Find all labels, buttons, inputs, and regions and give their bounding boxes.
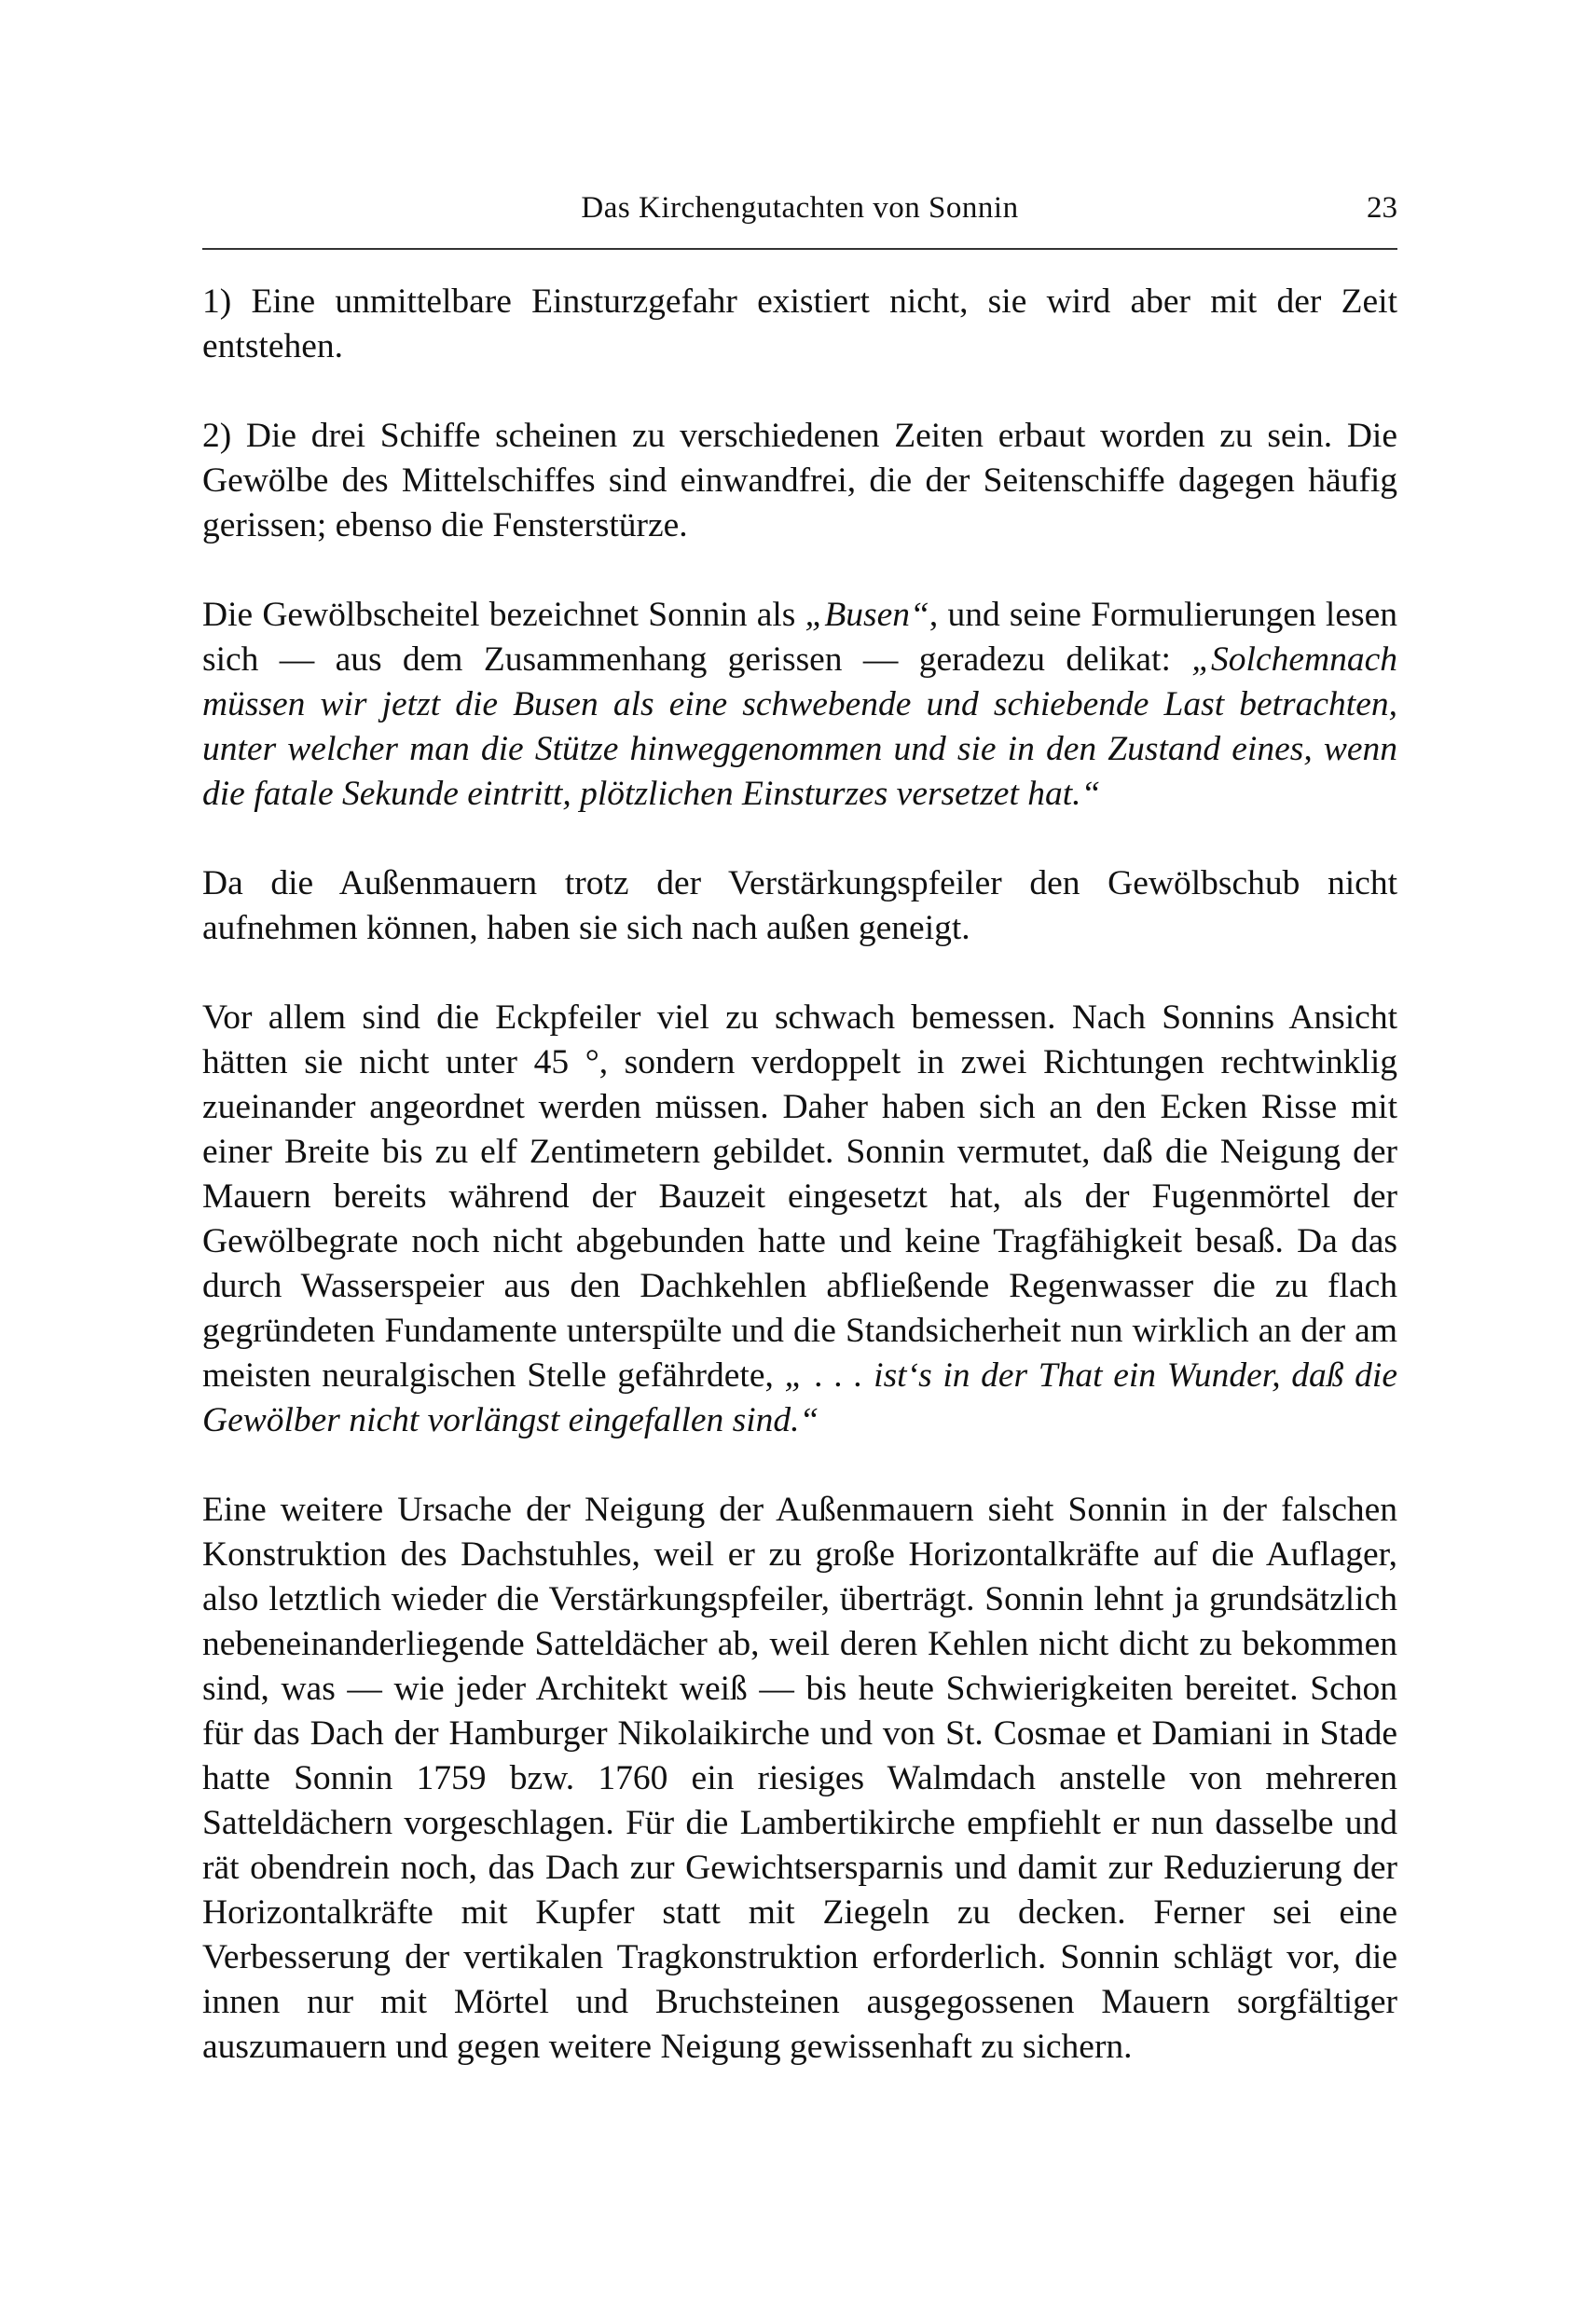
term-busen: „Busen“ [805, 596, 929, 634]
header-rule [202, 248, 1397, 250]
sonnin-quote-1: „Solchemnach müssen wir jetzt die Busen als eine schwebende und schiebende Last betrachten, unter welcher man die Stütze hinweggenommen und sie in den Zustand eines, wenn die fatale Sekunde eintritt, plötzlichen Einsturzes versetzet hat.“ [202, 640, 1397, 813]
paragraph-5-text: Vor allem sind die Eckpfeiler viel zu schwach bemessen. Nach Sonnins Ansicht hätten sie nicht unter 45 °, sondern verdoppelt in zwei Richtungen rechtwinklig zueinander angeordnet werden müssen. Daher haben sich an den Ecken Risse mit einer Breite bis zu elf Zentimetern gebildet. Sonnin vermutet, daß die Neigung der Mauern bereits während der Bauzeit eingesetzt hat, als der Fugenmörtel der Gewölbegrate noch nicht abgebunden hatte und keine Tragfähigkeit besaß. Da das durch Wasserspeier aus den Dachkehlen abfließende Regenwasser die zu flach gegründeten Fundamente unterspülte und die Standsicherheit nun wirklich an der am meisten neuralgischen Stelle gefährdete, [202, 998, 1397, 1395]
paragraph-5 [202, 996, 1397, 1443]
paragraph-3 [202, 593, 1397, 817]
sonnin-quote-2: „ . . . ist‘s in der That ein Wunder, daß die Gewölber nicht vorlängst eingefallen sind.“ [202, 1356, 1397, 1439]
paragraph-3-middle: , und seine Formulierungen lesen sich — aus dem Zusammenhang gerissen — geradezu delikat: [202, 596, 1397, 679]
paragraph-3-intro: Die Gewölbscheitel bezeichnet Sonnin als [202, 596, 805, 634]
page-number: 23 [1367, 191, 1397, 225]
paragraph-4: Da die Außenmauern trotz der Verstärkungspfeiler den Gewölbschub nicht aufnehmen können, haben sie sich nach außen geneigt. [202, 864, 1397, 947]
body-text [202, 280, 1397, 2114]
paragraph-6: Eine weitere Ursache der Neigung der Außenmauern sieht Sonnin in der falschen Konstruktion des Dachstuhles, weil er zu große Horizontalkräfte auf die Auflager, also letztlich wieder die Verstärkungspfeiler, überträgt. Sonnin lehnt ja grundsätzlich nebeneinanderliegende Satteldächer ab, weil deren Kehlen nicht dicht zu bekommen sind, was — wie jeder Architekt weiß — bis heute Schwierigkeiten bereitet. Schon für das Dach der Hamburger Nikolaikirche und von St. Cosmae et Damiani in Stade hatte Sonnin 1759 bzw. 1760 ein riesiges Walmdach anstelle von mehreren Satteldächern vorgeschlagen. Für die Lambertikirche empfiehlt er nun dasselbe und rät obendrein noch, das Dach zur Gewichtsersparnis und damit zur Reduzierung der Horizontalkräfte mit Kupfer statt mit Ziegeln zu decken. Ferner sei eine Verbesserung der vertikalen Tragkonstruktion erforderlich. Sonnin schlägt vor, die innen nur mit Mörtel und Bruchsteinen ausgegossenen Mauern sorgfältiger auszumauern und gegen weitere Neigung gewissenhaft zu sichern. [202, 1491, 1397, 2066]
paragraph-1: 1) Eine unmittelbare Einsturzgefahr existiert nicht, sie wird aber mit der Zeit entstehen. [202, 282, 1397, 365]
running-header [202, 191, 1397, 238]
paragraph-2: 2) Die drei Schiffe scheinen zu verschiedenen Zeiten erbaut worden zu sein. Die Gewölbe des Mittelschiffes sind einwandfrei, die der Seitenschiffe dagegen häufig gerissen; ebenso die Fensterstürze. [202, 417, 1397, 544]
running-title: Das Kirchengutachten von Sonnin [581, 191, 1019, 225]
